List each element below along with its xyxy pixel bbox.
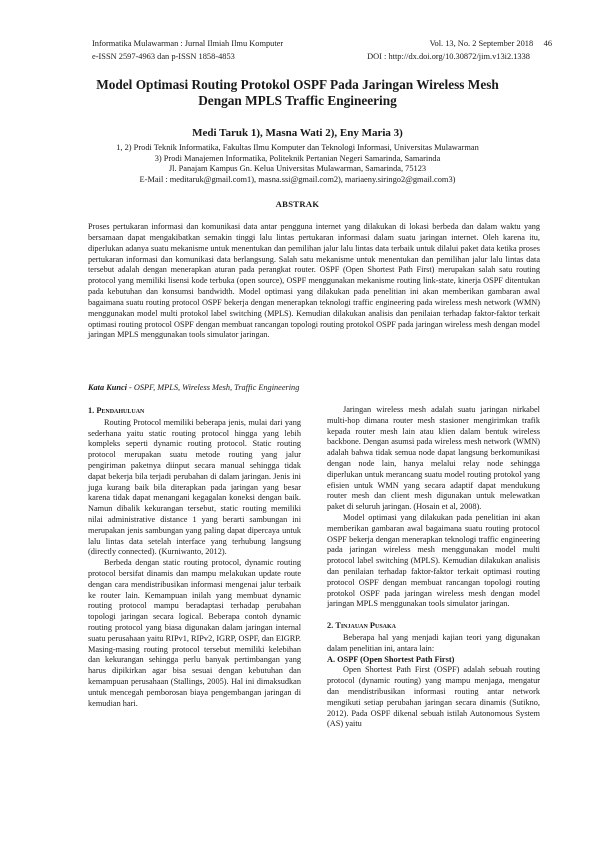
email-line: E-Mail : meditaruk@gmail.com1), masna.ssi@gmail.com2), mariaeny.siringo2@gmail.com3) bbox=[139, 175, 456, 185]
abstract-body: Proses pertukaran informasi dan komunikasi data antar pengguna internet yang dilakukan di lokasi berbeda dan dalam waktu yang bersamaan dapat mengakibatkan semakin tinggi lalu lintas pertukaran informasi dalam suatu jaringan internet. Oleh karena itu, diperlukan adanya suatu mekanisme untuk menentukan dan pemilihan jalur lalu lintas data terbaik untuk dilalui paket data ketika proses pertukaran informasi dan komunikasi data berlangsung. Salah satu mekanisme untuk menentukan dan pemilihan jalur lalu lintas data tersebut adalah dengan menerapkan aturan pada perangkat router. OSPF (Open Shortest Path First) merupakan salah satu routing protocol yang memiliki lisensi kode terbuka (open source), OSPF menggunakan mekanisme routing link-state, kinerja OSPF ditentukan pada kebutuhan dan konsumsi bandwidth. Model optimasi yang dilakukan pada penelitian ini akan memberikan gambaran awal bagaimana suatu routing protocol OSPF bekerja dengan menerapkan teknologi traffic engineering pada wireless mesh network (WMN) menggunakan model multi protokol label switching (MPLS). Kemudian dilakukan analisis dan penilaian terhadap faktor-faktor terkait optimasi routing protocol OSPF dengan membuat rancangan topologi routing protokol OSPF pada jaringan wireless mesh dengan model jaringan MPLS menggunakan tools simulator jaringan. bbox=[88, 222, 540, 340]
section-1-number: 1. bbox=[88, 406, 95, 415]
title-line-1: Model Optimasi Routing Protokol OSPF Pada Jaringan Wireless Mesh bbox=[96, 77, 499, 92]
section-2-number: 2. bbox=[327, 621, 334, 631]
volume-info: Vol. 13, No. 2 September 2018 bbox=[429, 39, 534, 48]
left-column bbox=[88, 406, 301, 709]
address: Jl. Panajam Kampus Gn. Kelua Universitas Mulawarman, Samarinda, 75123 bbox=[168, 164, 427, 174]
keywords-list: - OSPF, MPLS, Wireless Mesh, Traffic Engineering bbox=[126, 383, 300, 392]
running-header bbox=[92, 37, 552, 63]
section-2-title: Tinjauan Pusaka bbox=[335, 621, 396, 631]
section-2-heading bbox=[327, 621, 540, 632]
paragraph: Beberapa hal yang menjadi kajian teori yang digunakan dalam penelitian ini, antara lain: bbox=[327, 632, 540, 653]
keywords-label: Kata Kunci bbox=[88, 383, 127, 392]
authors: Medi Taruk 1), Masna Wati 2), Eny Maria 3) bbox=[192, 127, 403, 139]
paragraph: Model optimasi yang dilakukan pada penelitian ini akan memberikan gambaran awal bagaimana suatu routing protocol OSPF bekerja dengan menerapkan teknologi traffic engineering pada jaringan wireless mesh menggunakan model multi protocol label switching (MPLS). Kemudian dilakukan analisis dan penilaian terhadap faktor-faktor terkait optimasi routing protocol OSPF dengan membuat rancangan topologi routing protokol OSPF pada jaringan wireless mesh dengan model jaringan MPLS menggunakan tools simulator jaringan. bbox=[327, 512, 540, 609]
issn: e-ISSN 2597-4963 dan p-ISSN 1858-4853 bbox=[92, 52, 235, 61]
keywords bbox=[88, 383, 540, 392]
paragraph: Routing Protocol memiliki beberapa jenis, mulai dari yang sederhana yaitu static routing protocol hingga yang lebih kompleks seperti dynamic routing protocol. Static routing protocol merupakan suatu metode routing yang jalur pengiriman paketnya diinput secara manual sehingga tidak dapat bekerja bila terjadi perubahan di dalam jaringan. Jenis ini juga kurang baik bila diterapkan pada jaringan yang besar karena tidak dapat menangani kegagalan koneksi dengan baik. Namun dibalik kekurangan tersebut, static routing memiliki nilai administrative distance 1 yang berarti sambungan ini merupakan jenis sambungan yang paling dapat dipercaya untuk lalu lintas data setelah interface yang terhubung langsung (directly connected). (Kurniwanto, 2012). bbox=[88, 417, 301, 557]
subsection-a-heading: A. OSPF (Open Shortest Path First) bbox=[327, 654, 455, 664]
doi-link[interactable]: DOI : http://dx.doi.org/10.30872/jim.v13i2.1338 bbox=[367, 52, 530, 61]
section-1-title: Pendahuluan bbox=[96, 406, 145, 415]
affiliation-2: 3) Prodi Manajemen Informatika, Politeknik Pertanian Negeri Samarinda, Samarinda bbox=[154, 153, 441, 163]
journal-name: Informatika Mulawarman : Jurnal Ilmiah Ilmu Komputer bbox=[92, 39, 284, 48]
paragraph: Open Shortest Path First (OSPF) adalah sebuah routing protocol (dynamic routing) yang mampu menjaga, mengatur dan mendistribusikan informasi routing antar network mengikuti setiap perubahan jaringan secara dinamis (Sutikno, 2012). Pada OSPF dikenal sebuah istilah Autonomous System (AS) yaitu bbox=[327, 665, 540, 729]
section-1-heading bbox=[88, 406, 301, 417]
paragraph: Jaringan wireless mesh adalah suatu jaringan nirkabel multi-hop dimana router mesh stasioner mengirimkan trafik kepada router mesh lain atau klien dalam bentuk wireless backbone. Dengan asumsi pada wireless mesh network (WMN) adalah bahwa tidak semua node dapat langsung berkomunikasi dengan node lain, hanya melalui relay node sehingga diperlukan untuk merancang suatu model routing protokol yang efisien untuk WMN yang secara adaptif dapat mendukung router mesh dan client mesh digunakan untuk melewatkan paket di seluruh jaringan. (Hosain et al, 2008). bbox=[327, 405, 540, 512]
title-line-2: Dengan MPLS Traffic Engineering bbox=[198, 93, 397, 108]
abstract-heading: ABSTRAK bbox=[275, 199, 320, 209]
paper-title bbox=[70, 77, 525, 109]
right-column bbox=[327, 405, 540, 730]
page-number: 46 bbox=[543, 39, 552, 48]
affiliations bbox=[60, 143, 535, 186]
paragraph: Berbeda dengan static routing protocol, dynamic routing protocol bersifat dinamis dan mampu melakukan update route dengan cara mendistribusikan informasi mengenai jalur terbaik ke router lain. Kemampuan inilah yang membuat dynamic routing protocol mampu beradaptasi terhadap perubahan topologi jaringan secara logical. Beberapa contoh dynamic routing protocol yang biasa digunakan dalam jaringan internal suatu perusahaan yaitu RIPv1, RIPv2, IGRP, OSPF, dan EIGRP. Masing-masing routing protocol tersebut memiliki kelebihan dan kekurangan sehingga perlu banyak pertimbangan yang harus dipikirkan agar bisa sesuai dengan kebutuhan dan kemampuan perusahaan (Stallings, 2005). Hal ini dimaksudkan untuk mencegah pemborosan biaya pengembangan jaringan di kemudian hari. bbox=[88, 558, 301, 708]
affiliation-1: 1, 2) Prodi Teknik Informatika, Fakultas Ilmu Komputer dan Teknologi Informasi, Universitas Mulawarman bbox=[116, 143, 479, 152]
